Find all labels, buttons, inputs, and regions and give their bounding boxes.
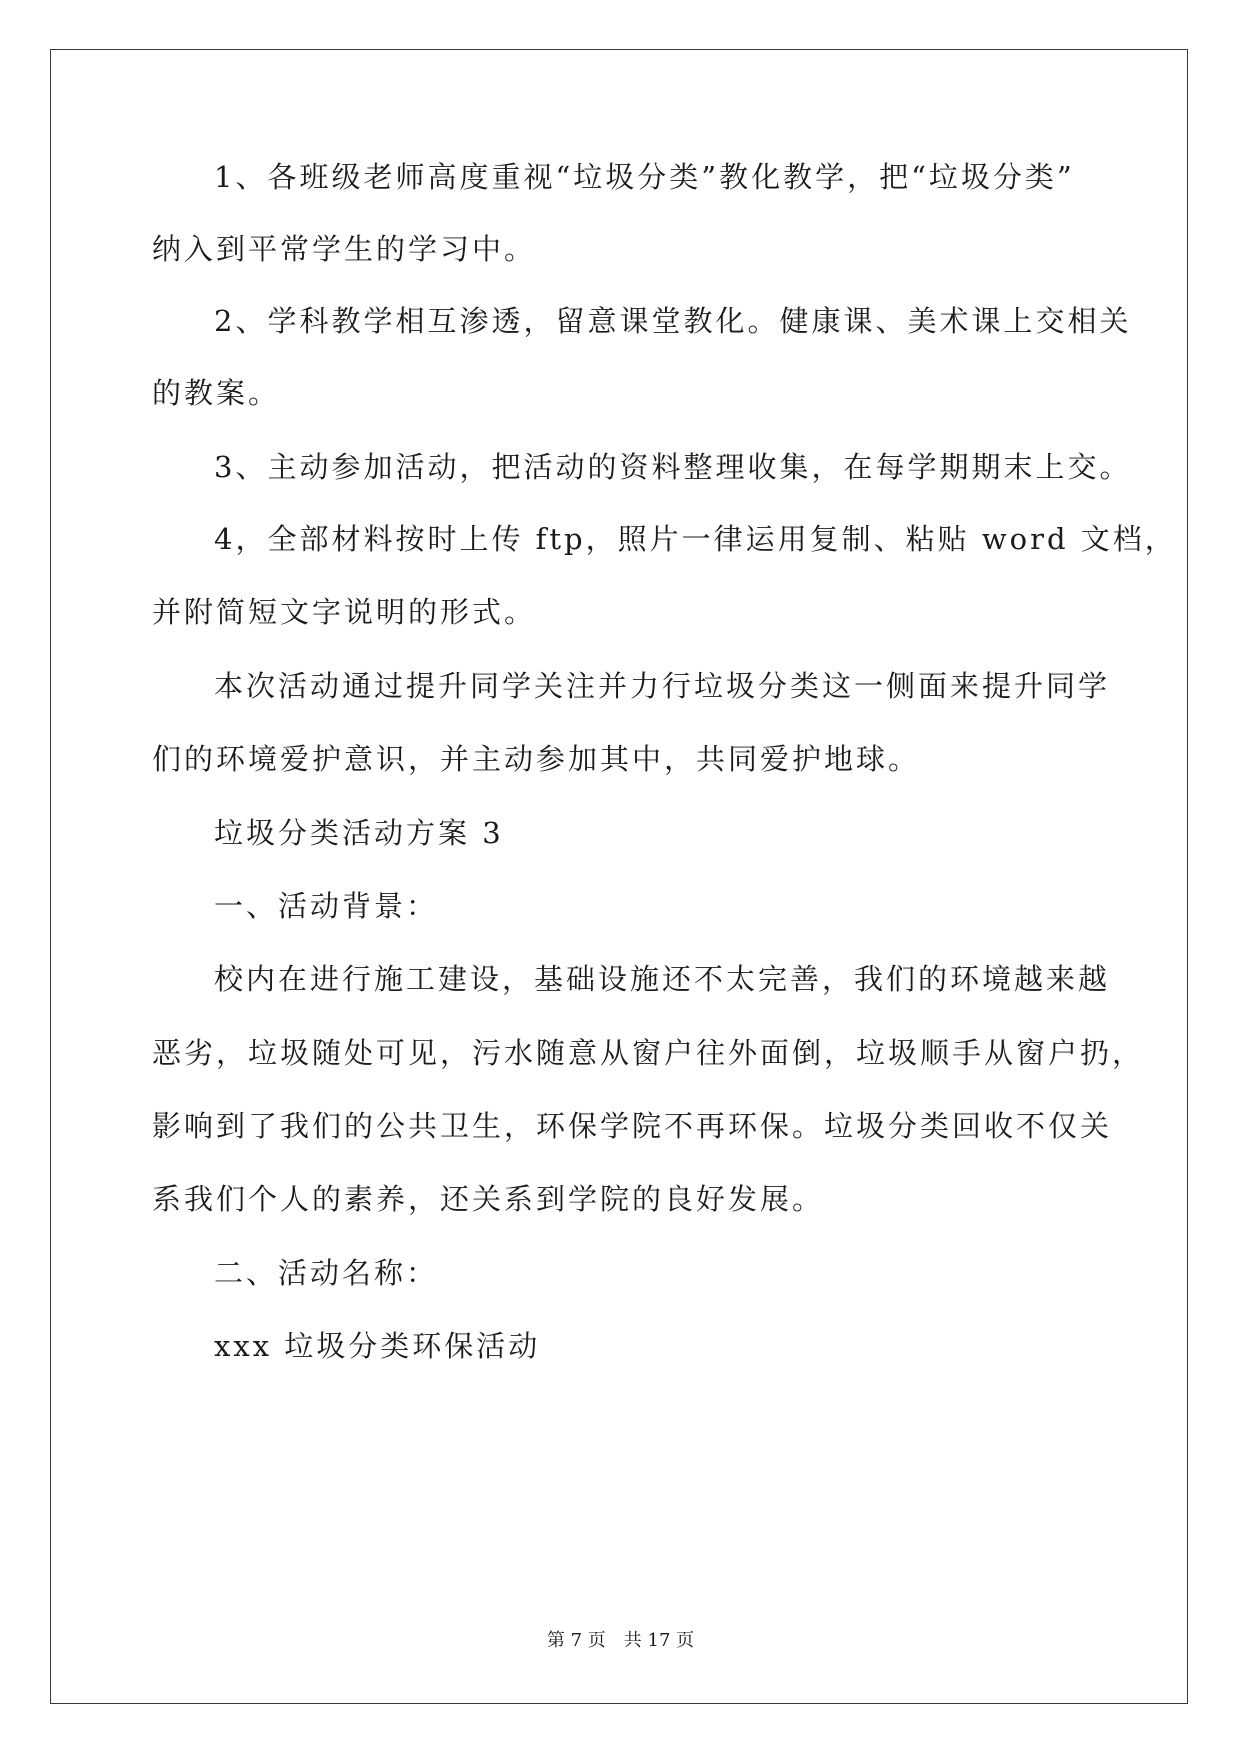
paragraph-line: 的教案。: [152, 376, 281, 410]
paragraph-line: 纳入到平常学生的学习中。: [152, 232, 537, 266]
paragraph-line: 1、各班级老师高度重视“垃圾分类”教化教学，把“垃圾分类”: [214, 160, 1075, 194]
paragraph-line: 本次活动通过提升同学关注并力行垃圾分类这一侧面来提升同学: [214, 669, 1111, 703]
page-border: [50, 49, 1188, 1704]
paragraph-line: 影响到了我们的公共卫生，环保学院不再环保。垃圾分类回收不仅关: [152, 1109, 1113, 1143]
paragraph-line: 并附简短文字说明的形式。: [152, 595, 537, 629]
paragraph-line: xxx 垃圾分类环保活动: [214, 1329, 541, 1363]
paragraph-line: 恶劣，垃圾随处可见，污水随意从窗户往外面倒，垃圾顺手从窗户扔，: [152, 1036, 1145, 1070]
paragraph-line: 2、学科教学相互渗透，留意课堂教化。健康课、美术课上交相关: [214, 304, 1132, 338]
paragraph-line: 4，全部材料按时上传 ftp，照片一律运用复制、粘贴 word 文档，: [214, 522, 1177, 556]
paragraph-line: 3、主动参加活动，把活动的资料整理收集，在每学期期末上交。: [214, 450, 1132, 484]
page-total: 共 17 页: [623, 1630, 695, 1651]
page-number: 第 7 页: [546, 1630, 606, 1651]
section-heading: 一、活动背景：: [214, 889, 439, 923]
section-title: 垃圾分类活动方案 3: [214, 816, 504, 850]
section-heading: 二、活动名称：: [214, 1256, 439, 1290]
page-footer: [0, 1626, 1241, 1652]
paragraph-line: 们的环境爱护意识，并主动参加其中，共同爱护地球。: [152, 742, 921, 776]
paragraph-line: 系我们个人的素养，还关系到学院的良好发展。: [152, 1182, 825, 1216]
paragraph-line: 校内在进行施工建设，基础设施还不太完善，我们的环境越来越: [214, 962, 1111, 996]
